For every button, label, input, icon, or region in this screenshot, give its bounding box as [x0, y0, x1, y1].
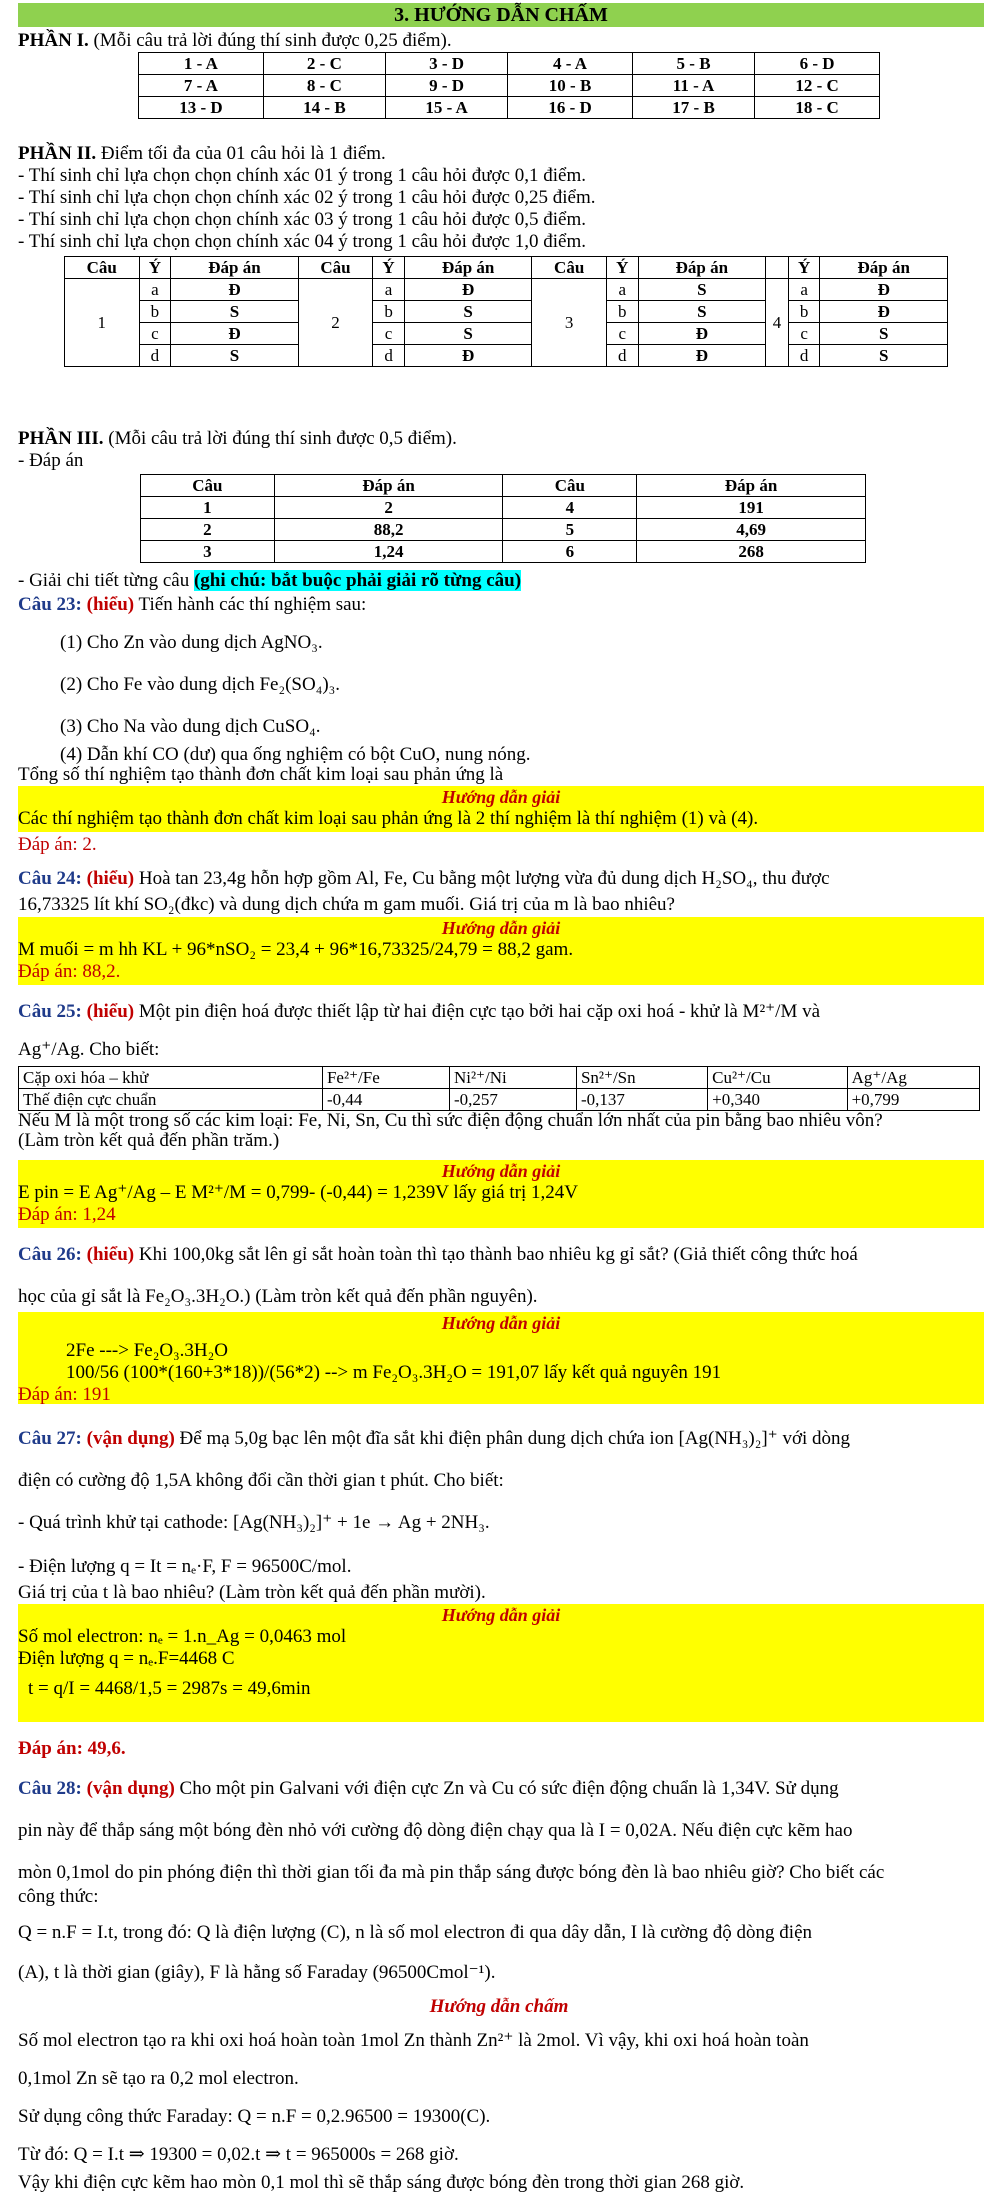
q26-level: (hiểu) — [86, 1244, 135, 1265]
item-letter-cell: d — [606, 345, 638, 367]
q24-level: (hiểu) — [86, 868, 135, 889]
q24-text: Hoà tan 23,4g hỗn hợp gồm Al, Fe, Cu bằng một lượng vừa đủ dung dịch H₂SO₄, thu được — [138, 868, 830, 889]
item-letter-cell: a — [373, 279, 405, 301]
answer-cell: 7 - A — [139, 75, 264, 97]
potential-cell: Thế điện cực chuẩn — [19, 1089, 323, 1111]
q26-text2: học của gỉ sắt là Fe₂O₃.3H₂O.) (Làm tròn kết quả đến phần nguyên). — [18, 1286, 538, 1307]
q28-step1: Số mol electron tạo ra khi oxi hoá hoàn toàn 1mol Zn thành Zn²⁺ là 2mol. Vì vậy, khi oxi hoá hoàn toàn — [18, 2030, 809, 2051]
answer-cell: 4 - A — [508, 53, 633, 75]
table-row — [139, 53, 880, 75]
answer-cell: 268 — [637, 541, 866, 563]
item-letter-cell: d — [139, 345, 171, 367]
potential-cell: Ag⁺/Ag — [847, 1067, 979, 1089]
q26-text: Khi 100,0kg sắt lên gỉ sắt hoàn toàn thì tạo thành bao nhiêu kg gỉ sắt? (Giả thiết công thức hoá — [138, 1244, 858, 1265]
q26-label: Câu 26: — [18, 1244, 82, 1265]
part2-rule: - Thí sinh chỉ lựa chọn chọn chính xác 04 ý trong 1 câu hỏi được 1,0 điểm. — [18, 231, 586, 252]
item-answer-cell: S — [820, 345, 948, 367]
answer-cell: 10 - B — [508, 75, 633, 97]
answer-cell: 3 — [141, 541, 275, 563]
part1-heading-line — [18, 30, 452, 52]
q27-text: Để mạ 5,0g bạc lên một đĩa sắt khi điện phân dung dịch chứa ion [Ag(NH₃)₂]⁺ với dòng — [179, 1428, 851, 1449]
question-number-cell: 2 — [298, 279, 373, 367]
answer-cell: 13 - D — [139, 97, 264, 119]
potential-cell: Cặp oxi hóa – khử — [19, 1067, 323, 1089]
table-header-cell: Đáp án — [274, 475, 503, 497]
guide-heading: Hướng dẫn giải — [441, 918, 561, 938]
item-answer-cell: Đ — [171, 323, 299, 345]
part2-heading: PHẦN II. — [18, 143, 97, 164]
item-answer-cell: S — [171, 301, 299, 323]
detail-text: - Giải chi tiết từng câu — [18, 570, 190, 591]
item-answer-cell: Đ — [404, 345, 532, 367]
q27-step1: Số mol electron: nₑ = 1.n_Ag = 0,0463 mol — [18, 1626, 347, 1647]
q24-text2: 16,73325 lít khí SO₂(đkc) và dung dịch chứa m gam muối. Giá trị của m là bao nhiêu? — [18, 894, 675, 915]
part3-label: - Đáp án — [18, 450, 84, 471]
q24-solution: M muối = m hh KL + 96*nSO₂ = 23,4 + 96*16,73325/24,79 = 88,2 gam. — [18, 939, 574, 960]
table-header-cell: Câu — [298, 257, 373, 279]
answer-cell: 12 - C — [755, 75, 880, 97]
q23-answer: Đáp án: 2. — [18, 834, 97, 855]
guide-heading: Hướng dẫn giải — [441, 1161, 561, 1181]
table-row — [65, 301, 948, 323]
q27-text3: - Quá trình khử tại cathode: [Ag(NH₃)₂]⁺ + 1e → Ag + 2NH₃. — [18, 1512, 490, 1533]
table-row — [19, 1067, 980, 1089]
part2-intro: Điểm tối đa của 01 câu hỏi là 1 điểm. — [100, 143, 386, 164]
answer-cell: 2 — [274, 497, 503, 519]
q25-solution-box — [18, 1160, 984, 1228]
q27-text2: điện có cường độ 1,5A không đổi cần thời gian t phút. Cho biết: — [18, 1470, 504, 1491]
q25-text4: (Làm tròn kết quả đến phần trăm.) — [18, 1130, 280, 1151]
item-letter-cell: a — [606, 279, 638, 301]
potential-cell: +0,340 — [708, 1089, 847, 1111]
part3-heading: PHẦN III. — [18, 428, 104, 449]
q27-step3: t = q/I = 4468/1,5 = 2987s = 49,6min — [28, 1678, 311, 1699]
q25-potential-table — [18, 1066, 980, 1111]
q25-line — [18, 1001, 820, 1023]
q27-answer: Đáp án: 49,6. — [18, 1738, 126, 1759]
answer-cell: 8 - C — [263, 75, 385, 97]
q26-answer: Đáp án: 191 — [18, 1384, 111, 1405]
part1-heading: PHẦN I. — [18, 30, 89, 51]
q23-item: (1) Cho Zn vào dung dịch AgNO₃. — [60, 632, 323, 653]
item-letter-cell: b — [606, 301, 638, 323]
answer-cell: 1 - A — [139, 53, 264, 75]
table-header-row — [141, 475, 866, 497]
answer-cell: 18 - C — [755, 97, 880, 119]
q23-text: Tiến hành các thí nghiệm sau: — [138, 594, 367, 615]
part2-intro-line — [18, 143, 386, 165]
q23-solution-box — [18, 786, 984, 832]
answer-cell: 191 — [637, 497, 866, 519]
q25-text2: Ag⁺/Ag. Cho biết: — [18, 1039, 160, 1060]
q23-item: (4) Dẫn khí CO (dư) qua ống nghiệm có bột CuO, nung nóng. — [60, 744, 531, 765]
q28-step3: Sử dụng công thức Faraday: Q = n.F = 0,2.96500 = 19300(C). — [18, 2106, 491, 2127]
part1-note: (Mỗi câu trả lời đúng thí sinh được 0,25 điểm). — [93, 30, 452, 51]
table-header-cell: Ý — [373, 257, 405, 279]
potential-cell: Sn²⁺/Sn — [576, 1067, 707, 1089]
q24-line — [18, 868, 830, 890]
q24-label: Câu 24: — [18, 868, 82, 889]
table-header-cell — [766, 257, 789, 279]
item-answer-cell: Đ — [171, 279, 299, 301]
q28-text5: Q = n.F = I.t, trong đó: Q là điện lượng (C), n là số mol electron đi qua dây dẫn, I là cường độ dòng điện — [18, 1922, 813, 1943]
answer-cell: 1,24 — [274, 541, 503, 563]
item-answer-cell: S — [404, 323, 532, 345]
q28-text: Cho một pin Galvani với điện cực Zn và Cu có sức điện động chuẩn là 1,34V. Sử dụng — [179, 1778, 839, 1799]
answer-cell: 6 — [503, 541, 637, 563]
q28-label: Câu 28: — [18, 1778, 82, 1799]
q23-item: (3) Cho Na vào dung dịch CuSO₄. — [60, 716, 321, 737]
question-number-cell: 4 — [766, 279, 789, 367]
table-row — [65, 345, 948, 367]
question-number-cell: 3 — [532, 279, 607, 367]
part2-rule: - Thí sinh chỉ lựa chọn chọn chính xác 01 ý trong 1 câu hỏi được 0,1 điểm. — [18, 165, 586, 186]
q28-level: (vận dụng) — [86, 1778, 175, 1799]
part2-rule: - Thí sinh chỉ lựa chọn chọn chính xác 03 ý trong 1 câu hỏi được 0,5 điểm. — [18, 209, 586, 230]
part2-rule: - Thí sinh chỉ lựa chọn chọn chính xác 02 ý trong 1 câu hỏi được 0,25 điểm. — [18, 187, 596, 208]
guide-heading: Hướng dẫn giải — [441, 1605, 561, 1625]
part1-answer-table — [138, 52, 880, 119]
q25-solution: E pin = E Ag⁺/Ag – E M²⁺/M = 0,799- (-0,44) = 1,239V lấy giá trị 1,24V — [18, 1182, 578, 1203]
item-letter-cell: b — [788, 301, 820, 323]
table-row — [141, 519, 866, 541]
table-header-cell: Đáp án — [820, 257, 948, 279]
q27-label: Câu 27: — [18, 1428, 82, 1449]
potential-cell: -0,44 — [322, 1089, 449, 1111]
item-answer-cell: S — [171, 345, 299, 367]
answer-cell: 16 - D — [508, 97, 633, 119]
table-header-cell: Câu — [503, 475, 637, 497]
potential-cell: Fe²⁺/Fe — [322, 1067, 449, 1089]
q28-text3: mòn 0,1mol do pin phóng điện thì thời gian tối đa mà pin thắp sáng được bóng đèn là bao nhiêu giờ? Cho biết các — [18, 1862, 885, 1883]
q28-text6: (A), t là thời gian (giây), F là hằng số Faraday (96500Cmol⁻¹). — [18, 1962, 496, 1983]
item-letter-cell: a — [788, 279, 820, 301]
q27-solution-box — [18, 1604, 984, 1722]
q27-line — [18, 1428, 850, 1450]
answer-cell: 6 - D — [755, 53, 880, 75]
part2-answer-table — [64, 256, 948, 367]
page-title: 3. HƯỚNG DẪN CHẤM — [18, 3, 984, 27]
table-header-cell: Câu — [65, 257, 140, 279]
item-letter-cell: c — [606, 323, 638, 345]
q28-step4: Từ đó: Q = I.t ⇒ 19300 = 0,02.t ⇒ t = 965000s = 268 giờ. — [18, 2144, 459, 2165]
item-answer-cell: Đ — [820, 301, 948, 323]
q26-step2: 100/56 (100*(160+3*18))/(56*2) --> m Fe₂O₃.3H₂O = 191,07 lấy kết quả nguyên 191 — [66, 1362, 722, 1383]
table-row — [65, 279, 948, 301]
q23-level: (hiểu) — [86, 594, 135, 615]
answer-cell: 14 - B — [263, 97, 385, 119]
guide2-heading: Hướng dẫn chấm — [429, 1996, 569, 2017]
q27-step2: Điện lượng q = nₑ.F=4468 C — [18, 1648, 235, 1669]
table-row — [139, 75, 880, 97]
answer-cell: 4 — [503, 497, 637, 519]
q23-question: Tổng số thí nghiệm tạo thành đơn chất kim loại sau phản ứng là — [18, 764, 504, 785]
guide-heading: Hướng dẫn giải — [441, 1313, 561, 1333]
q27-text4: - Điện lượng q = It = nₑ·F, F = 96500C/mol. — [18, 1556, 352, 1577]
answer-cell: 17 - B — [632, 97, 754, 119]
item-answer-cell: Đ — [820, 279, 948, 301]
item-letter-cell: d — [373, 345, 405, 367]
table-header-cell: Đáp án — [638, 257, 766, 279]
item-answer-cell: S — [820, 323, 948, 345]
item-answer-cell: Đ — [638, 345, 766, 367]
table-row — [141, 541, 866, 563]
q26-line — [18, 1244, 858, 1266]
q25-text3: Nếu M là một trong số các kim loại: Fe, Ni, Sn, Cu thì sức điện động chuẩn lớn nhất của pin bằng bao nhiêu vôn? — [18, 1110, 883, 1131]
answer-cell: 15 - A — [385, 97, 507, 119]
q25-level: (hiểu) — [86, 1001, 135, 1022]
table-header-cell: Ý — [139, 257, 171, 279]
q25-answer: Đáp án: 1,24 — [18, 1204, 116, 1225]
item-letter-cell: d — [788, 345, 820, 367]
item-letter-cell: c — [139, 323, 171, 345]
answer-cell: 3 - D — [385, 53, 507, 75]
item-answer-cell: S — [404, 301, 532, 323]
answer-cell: 11 - A — [632, 75, 754, 97]
q26-solution-box — [18, 1312, 984, 1404]
q24-solution-box — [18, 917, 984, 985]
item-answer-cell: S — [638, 279, 766, 301]
part3-heading-line — [18, 428, 457, 450]
item-letter-cell: c — [788, 323, 820, 345]
detail-note: (ghi chú: bắt buộc phải giải rõ từng câu) — [193, 570, 522, 591]
q28-text2: pin này để thắp sáng một bóng đèn nhỏ với cường độ dòng điện chạy qua là I = 0,02A. Nếu điện cực kẽm hao — [18, 1820, 853, 1841]
potential-cell: Ni²⁺/Ni — [449, 1067, 576, 1089]
item-answer-cell: Đ — [638, 323, 766, 345]
potential-cell: -0,257 — [449, 1089, 576, 1111]
q23-item: (2) Cho Fe vào dung dịch Fe₂(SO₄)₃. — [60, 674, 341, 695]
table-header-cell: Câu — [141, 475, 275, 497]
table-header-cell: Ý — [606, 257, 638, 279]
item-letter-cell: c — [373, 323, 405, 345]
q27-level: (vận dụng) — [86, 1428, 175, 1449]
q23-label: Câu 23: — [18, 594, 82, 615]
part3-note: (Mỗi câu trả lời đúng thí sinh được 0,5 điểm). — [108, 428, 457, 449]
table-row — [139, 97, 880, 119]
table-header-cell: Đáp án — [171, 257, 299, 279]
guide-heading: Hướng dẫn giải — [441, 787, 561, 807]
potential-cell: -0,137 — [576, 1089, 707, 1111]
detail-line — [18, 570, 521, 592]
q28-line — [18, 1778, 839, 1800]
item-answer-cell: S — [638, 301, 766, 323]
answer-cell: 5 - B — [632, 53, 754, 75]
table-header-cell: Đáp án — [404, 257, 532, 279]
q26-step1: 2Fe ---> Fe₂O₃.3H₂O — [66, 1340, 228, 1361]
item-answer-cell: Đ — [404, 279, 532, 301]
part3-answer-table — [140, 474, 866, 563]
table-header-cell: Đáp án — [637, 475, 866, 497]
answer-cell: 1 — [141, 497, 275, 519]
item-letter-cell: b — [373, 301, 405, 323]
q23-solution: Các thí nghiệm tạo thành đơn chất kim loại sau phản ứng là 2 thí nghiệm là thí nghiệm (1) và (4). — [18, 808, 759, 829]
q25-text: Một pin điện hoá được thiết lập từ hai điện cực tạo bởi hai cặp oxi hoá - khử là M²⁺/M và — [138, 1001, 821, 1022]
item-letter-cell: a — [139, 279, 171, 301]
q28-text4: công thức: — [18, 1886, 99, 1907]
q28-step2: 0,1mol Zn sẽ tạo ra 0,2 mol electron. — [18, 2068, 299, 2089]
q28-step5: Vậy khi điện cực kẽm hao mòn 0,1 mol thì sẽ thắp sáng được bóng đèn trong thời gian 268 giờ. — [18, 2172, 745, 2193]
item-letter-cell: b — [139, 301, 171, 323]
table-header-cell: Câu — [532, 257, 607, 279]
table-row — [19, 1089, 980, 1111]
table-row — [65, 323, 948, 345]
potential-cell: +0,799 — [847, 1089, 979, 1111]
question-number-cell: 1 — [65, 279, 140, 367]
table-header-row — [65, 257, 948, 279]
answer-cell: 4,69 — [637, 519, 866, 541]
answer-cell: 2 — [141, 519, 275, 541]
answer-cell: 2 - C — [263, 53, 385, 75]
table-header-cell: Ý — [788, 257, 820, 279]
answer-cell: 9 - D — [385, 75, 507, 97]
q25-label: Câu 25: — [18, 1001, 82, 1022]
answer-cell: 88,2 — [274, 519, 503, 541]
answer-cell: 5 — [503, 519, 637, 541]
q23-line — [18, 594, 366, 616]
table-row — [141, 497, 866, 519]
potential-cell: Cu²⁺/Cu — [708, 1067, 847, 1089]
q24-answer: Đáp án: 88,2. — [18, 961, 121, 982]
q27-text5: Giá trị của t là bao nhiêu? (Làm tròn kết quả đến phần mười). — [18, 1582, 486, 1603]
